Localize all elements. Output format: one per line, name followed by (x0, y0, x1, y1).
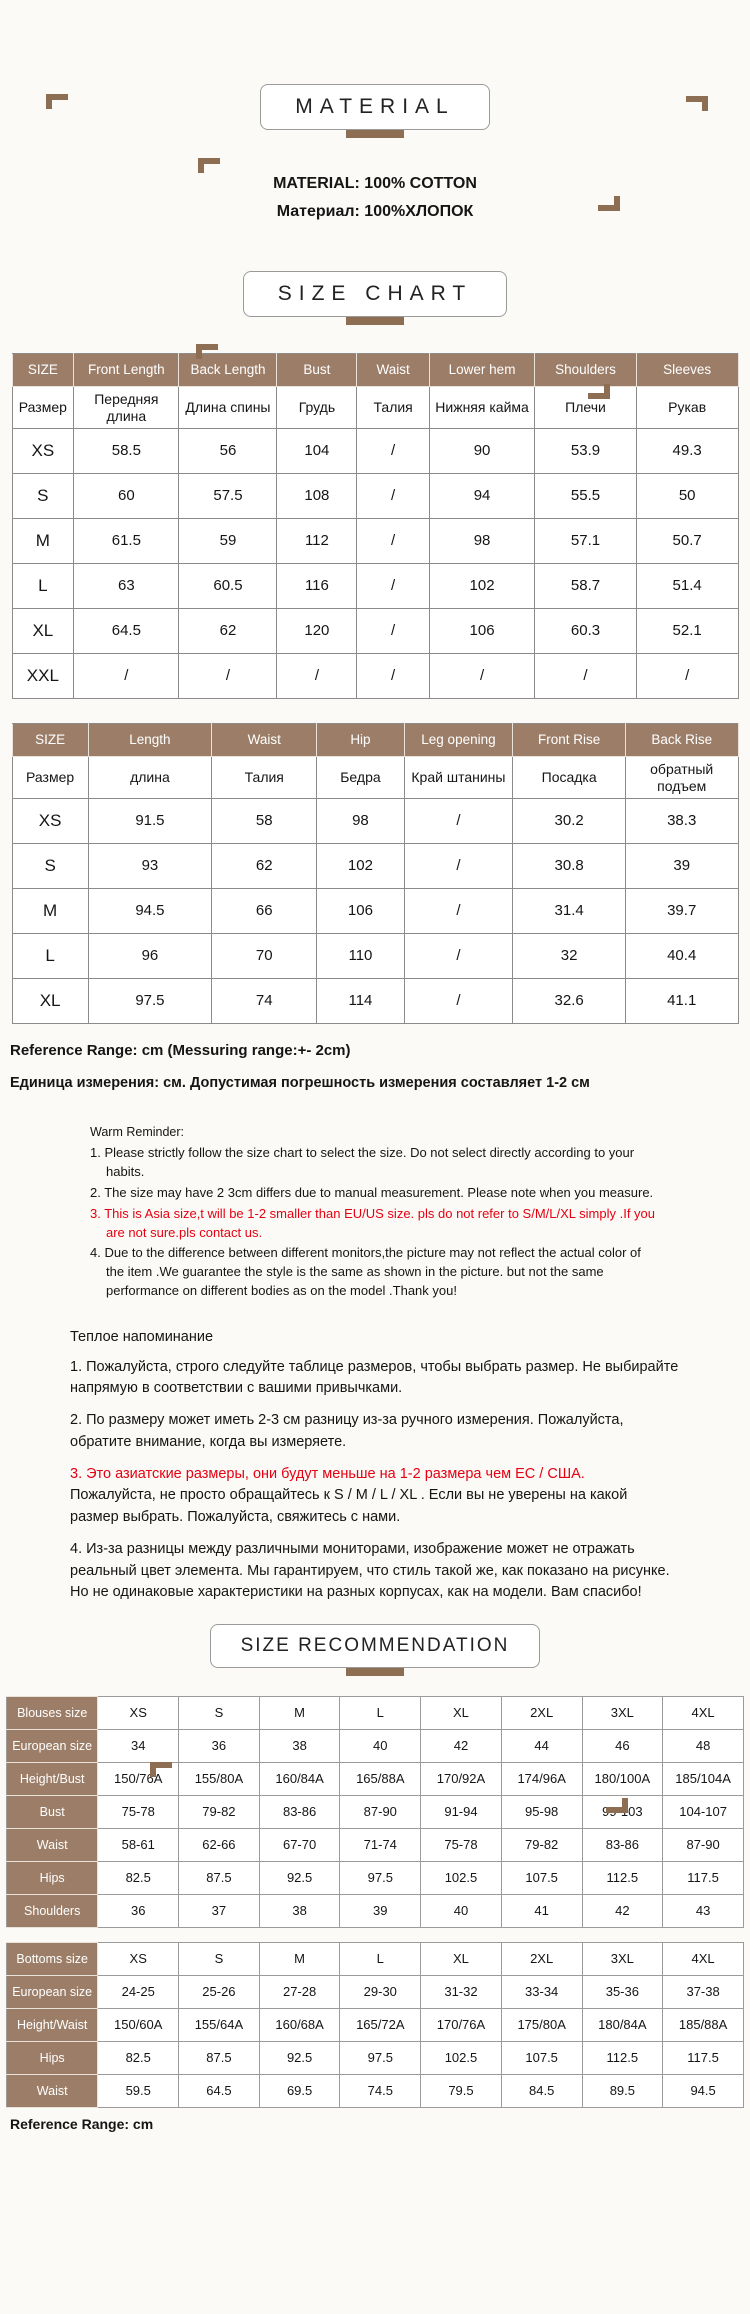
table-cell: 39.7 (625, 889, 738, 934)
table-cell: 57.1 (535, 519, 637, 564)
table-cell: 102 (317, 844, 404, 889)
table-cell: 97.5 (340, 1862, 421, 1895)
table-cell: / (404, 844, 513, 889)
table-row (12, 844, 738, 889)
column-header-ru: Талия (212, 757, 317, 799)
table-cell: / (404, 979, 513, 1024)
table-cell: / (357, 429, 430, 474)
table-row (12, 429, 738, 474)
corner-mark (588, 384, 610, 399)
warm-reminder-ru-items (70, 1357, 680, 1605)
table-cell: 102 (429, 564, 534, 609)
table-cell: 120 (277, 609, 357, 654)
column-header-ru: обратный подъем (625, 757, 738, 799)
size-chart-title: SIZE CHART (277, 282, 473, 305)
material-text-en: MATERIAL: 100% COTTON (273, 175, 477, 192)
table-row (12, 609, 738, 654)
table-cell: 31.4 (513, 889, 626, 934)
table-cell: 4XL (663, 1943, 744, 1976)
table-row (12, 979, 738, 1024)
table-row (7, 1796, 744, 1829)
table-cell: 116 (277, 564, 357, 609)
table-cell: 108 (277, 474, 357, 519)
table-cell: M (259, 1943, 340, 1976)
table-cell: 4XL (663, 1697, 744, 1730)
table-cell: 98 (317, 799, 404, 844)
size-label-cell: M (12, 889, 88, 934)
table-cell: 185/104A (663, 1763, 744, 1796)
table-cell: 64.5 (74, 609, 179, 654)
table-cell: 31-32 (421, 1976, 502, 2009)
size-recommendation-title: SIZE RECOMMENDATION (240, 1635, 510, 1657)
warm-reminder-en-items (90, 1144, 660, 1301)
table-cell: XS (98, 1697, 179, 1730)
reminder-item: Пожалуйста, не просто обращайтесь к S / M / L / XL . Если вы не уверены на какой размер выбрать. Пожалуйста, свяжитесь с нами. (70, 1487, 628, 1526)
table-cell: 64.5 (179, 2075, 260, 2108)
table-cell: 71-74 (340, 1829, 421, 1862)
reference-range-ru: Единица измерения: см. Допустимая погрешность измерения составляет 1-2 см (10, 1075, 590, 1091)
bottoms-recommendation-table (6, 1942, 744, 2108)
top-size-chart-table (12, 353, 739, 699)
size-label-cell: XS (12, 799, 88, 844)
table-cell: 66 (212, 889, 317, 934)
table-cell: 44 (501, 1730, 582, 1763)
table-cell: / (357, 564, 430, 609)
table-cell: 92.5 (259, 1862, 340, 1895)
table-cell: 62 (179, 609, 277, 654)
table-cell: 74.5 (340, 2075, 421, 2108)
column-header-en: Leg opening (404, 724, 513, 757)
table-cell: 48 (663, 1730, 744, 1763)
table-cell: 104 (277, 429, 357, 474)
table-cell: 90 (429, 429, 534, 474)
table-row (7, 1697, 744, 1730)
corner-mark (598, 196, 620, 211)
column-header-en: Hip (317, 724, 404, 757)
corner-mark (46, 94, 68, 109)
table-cell: XL (421, 1697, 502, 1730)
table-cell: XS (98, 1943, 179, 1976)
table-cell: 102.5 (421, 2042, 502, 2075)
table-cell: / (357, 474, 430, 519)
table-cell: 35-36 (582, 1976, 663, 2009)
table-cell: 106 (317, 889, 404, 934)
column-header-ru: Длина спины (179, 387, 277, 429)
table-cell: 106 (429, 609, 534, 654)
column-header-en: SIZE (12, 724, 88, 757)
row-label: Bust (7, 1796, 98, 1829)
table-cell: 94.5 (88, 889, 211, 934)
size-label-cell: XL (12, 979, 88, 1024)
table-cell: 3XL (582, 1697, 663, 1730)
row-label: Shoulders (7, 1895, 98, 1928)
table-row (12, 474, 738, 519)
table-cell: / (404, 799, 513, 844)
table-cell: 114 (317, 979, 404, 1024)
table-cell: 84.5 (501, 2075, 582, 2108)
table-row (7, 1763, 744, 1796)
table-cell: 99-103 (582, 1796, 663, 1829)
column-header-ru: Посадка (513, 757, 626, 799)
table-cell: 58-61 (98, 1829, 179, 1862)
column-header-en: Front Rise (513, 724, 626, 757)
size-label-cell: S (12, 474, 74, 519)
size-label-cell: L (12, 934, 88, 979)
table-cell: 89.5 (582, 2075, 663, 2108)
table-cell: 24-25 (98, 1976, 179, 2009)
table-cell: 32.6 (513, 979, 626, 1024)
badge-underline (346, 316, 404, 325)
reminder-item: 4. Due to the difference between different monitors,the picture may not reflect the actual color of the item .We guarantee the style is the same as shown in the picture. but not the same performance on different bodies as on the model .Thank you! (90, 1245, 641, 1299)
table-cell: / (74, 654, 179, 699)
table-cell: 38 (259, 1895, 340, 1928)
table-cell: 69.5 (259, 2075, 340, 2108)
table-cell: 155/80A (179, 1763, 260, 1796)
table-cell: 38 (259, 1730, 340, 1763)
table-cell: 104-107 (663, 1796, 744, 1829)
table-cell: 91-94 (421, 1796, 502, 1829)
corner-mark (198, 158, 220, 173)
table-cell: M (259, 1697, 340, 1730)
table-row (12, 519, 738, 564)
table-cell: 94 (429, 474, 534, 519)
material-title: MATERIAL (295, 95, 455, 118)
table-cell: 63 (74, 564, 179, 609)
row-label: European size (7, 1730, 98, 1763)
table-cell: 3XL (582, 1943, 663, 1976)
size-chart-title-box (243, 271, 507, 317)
column-header-ru: Рукав (636, 387, 738, 429)
table-cell: 49.3 (636, 429, 738, 474)
warm-reminder-ru (70, 1327, 680, 1604)
table-cell: 112.5 (582, 2042, 663, 2075)
column-header-en: Waist (212, 724, 317, 757)
table-cell: 75-78 (98, 1796, 179, 1829)
reminder-item: 1. Please strictly follow the size chart to select the size. Do not select directly according to your habits. (90, 1145, 635, 1179)
size-label-cell: S (12, 844, 88, 889)
table-cell: 37 (179, 1895, 260, 1928)
size-label-cell: XL (12, 609, 74, 654)
row-label: Hips (7, 2042, 98, 2075)
bottom-size-chart-table (12, 723, 739, 1024)
table-cell: 67-70 (259, 1829, 340, 1862)
table-cell: 62 (212, 844, 317, 889)
column-header-en: Back Rise (625, 724, 738, 757)
column-header-ru: Край штанины (404, 757, 513, 799)
table-cell: 36 (98, 1895, 179, 1928)
table-cell: 160/84A (259, 1763, 340, 1796)
table-cell: / (277, 654, 357, 699)
badge-underline (346, 129, 404, 138)
column-header-en: Bust (277, 354, 357, 387)
table-cell: 170/76A (421, 2009, 502, 2042)
table-cell: 25-26 (179, 1976, 260, 2009)
column-header-ru: Талия (357, 387, 430, 429)
table-cell: 107.5 (501, 1862, 582, 1895)
column-header-ru: Нижняя кайма (429, 387, 534, 429)
table-row (12, 889, 738, 934)
row-label: Waist (7, 2075, 98, 2108)
table-cell: 107.5 (501, 2042, 582, 2075)
table-cell: 91.5 (88, 799, 211, 844)
table-row (7, 1862, 744, 1895)
table-cell: / (404, 889, 513, 934)
table-cell: 32 (513, 934, 626, 979)
table-cell: 60.3 (535, 609, 637, 654)
table-cell: 56 (179, 429, 277, 474)
table-cell: 40.4 (625, 934, 738, 979)
table-cell: 83-86 (259, 1796, 340, 1829)
table-row (7, 1829, 744, 1862)
table-cell: 27-28 (259, 1976, 340, 2009)
product-size-info-page (0, 84, 750, 2314)
table-row (7, 1943, 744, 1976)
table-cell: 29-30 (340, 1976, 421, 2009)
table-cell: 155/64A (179, 2009, 260, 2042)
table-cell: / (404, 934, 513, 979)
table-cell: 2XL (501, 1697, 582, 1730)
table-cell: 52.1 (636, 609, 738, 654)
table-cell: 58.7 (535, 564, 637, 609)
table-cell: 38.3 (625, 799, 738, 844)
reminder-item: 3. Это азиатские размеры, они будут меньше на 1-2 размера чем ЕС / США. (70, 1465, 585, 1482)
table-cell: 165/88A (340, 1763, 421, 1796)
table-cell: 59.5 (98, 2075, 179, 2108)
table-cell: 92.5 (259, 2042, 340, 2075)
table-row (7, 1895, 744, 1928)
table-row (12, 564, 738, 609)
row-label: Height/Waist (7, 2009, 98, 2042)
table-cell: 55.5 (535, 474, 637, 519)
column-header-ru: Плечи (535, 387, 637, 429)
table-cell: 40 (340, 1730, 421, 1763)
table-cell: 39 (625, 844, 738, 889)
table-cell: / (429, 654, 534, 699)
badge-underline (346, 1667, 404, 1676)
table-cell: 37-38 (663, 1976, 744, 2009)
table-cell: 160/68A (259, 2009, 340, 2042)
column-header-en: Waist (357, 354, 430, 387)
reminder-item: 1. Пожалуйста, строго следуйте таблице размеров, чтобы выбрать размер. Не выбирайте напрямую в соответствии с вашими привычками. (70, 1358, 679, 1397)
table-cell: 58 (212, 799, 317, 844)
column-header-en: Sleeves (636, 354, 738, 387)
table-cell: / (636, 654, 738, 699)
table-cell: 34 (98, 1730, 179, 1763)
table-cell: 58.5 (74, 429, 179, 474)
table-cell: 46 (582, 1730, 663, 1763)
column-header-ru: Размер (12, 757, 88, 799)
table-cell: 98 (429, 519, 534, 564)
reference-range-en: Reference Range: cm (Messuring range:+- 2cm) (10, 1042, 351, 1059)
row-label: European size (7, 1976, 98, 2009)
column-header-en: SIZE (12, 354, 74, 387)
table-cell: / (357, 519, 430, 564)
size-label-cell: XS (12, 429, 74, 474)
table-cell: 87.5 (179, 1862, 260, 1895)
table-cell: 117.5 (663, 1862, 744, 1895)
table-cell: 42 (582, 1895, 663, 1928)
table-row (12, 799, 738, 844)
table-cell: 75-78 (421, 1829, 502, 1862)
table-cell: 79-82 (179, 1796, 260, 1829)
table-cell: 112 (277, 519, 357, 564)
table-cell: 79-82 (501, 1829, 582, 1862)
table-cell: 93 (88, 844, 211, 889)
table-row (7, 2075, 744, 2108)
table-cell: 42 (421, 1730, 502, 1763)
table-cell: 180/84A (582, 2009, 663, 2042)
table-cell: 87-90 (663, 1829, 744, 1862)
table-cell: 102.5 (421, 1862, 502, 1895)
table-cell: 51.4 (636, 564, 738, 609)
table-cell: 180/100A (582, 1763, 663, 1796)
table-cell: S (179, 1943, 260, 1976)
table-cell: 2XL (501, 1943, 582, 1976)
table-cell: 30.2 (513, 799, 626, 844)
corner-mark (196, 344, 218, 359)
column-header-ru: длина (88, 757, 211, 799)
table-cell: 170/92A (421, 1763, 502, 1796)
table-cell: / (357, 654, 430, 699)
size-label-cell: L (12, 564, 74, 609)
material-text-ru: Материал: 100%ХЛОПОК (276, 203, 474, 220)
table-cell: 96 (88, 934, 211, 979)
table-cell: 82.5 (98, 2042, 179, 2075)
corner-mark (606, 1798, 628, 1813)
warm-reminder-en-title: Warm Reminder: (90, 1125, 184, 1139)
table-cell: 94.5 (663, 2075, 744, 2108)
row-label: Hips (7, 1862, 98, 1895)
table-cell: 61.5 (74, 519, 179, 564)
table-cell: 175/80A (501, 2009, 582, 2042)
corner-mark (686, 96, 708, 111)
row-label: Bottoms size (7, 1943, 98, 1976)
table-cell: 83-86 (582, 1829, 663, 1862)
blouses-recommendation-table (6, 1696, 744, 1928)
table-cell: 150/60A (98, 2009, 179, 2042)
material-title-box (260, 84, 489, 130)
table-cell: 57.5 (179, 474, 277, 519)
row-label: Waist (7, 1829, 98, 1862)
row-label: Height/Bust (7, 1763, 98, 1796)
column-header-en: Lower hem (429, 354, 534, 387)
table-cell: 117.5 (663, 2042, 744, 2075)
table-cell: 60 (74, 474, 179, 519)
row-label: Blouses size (7, 1697, 98, 1730)
table-cell: 50.7 (636, 519, 738, 564)
size-chart-section-header (243, 271, 507, 317)
table-cell: 59 (179, 519, 277, 564)
size-label-cell: M (12, 519, 74, 564)
table-cell: / (179, 654, 277, 699)
table-cell: 60.5 (179, 564, 277, 609)
table-row (12, 654, 738, 699)
column-header-ru: Передняя длина (74, 387, 179, 429)
table-cell: / (535, 654, 637, 699)
table-cell: 165/72A (340, 2009, 421, 2042)
table-cell: 185/88A (663, 2009, 744, 2042)
table-cell: / (357, 609, 430, 654)
size-recommendation-section-header (210, 1624, 541, 1668)
table-cell: 39 (340, 1895, 421, 1928)
table-row (7, 1976, 744, 2009)
table-row (7, 2042, 744, 2075)
column-header-en: Back Length (179, 354, 277, 387)
table-cell: 95-98 (501, 1796, 582, 1829)
table-cell: 87.5 (179, 2042, 260, 2075)
table-row (7, 1730, 744, 1763)
column-header-en: Front Length (74, 354, 179, 387)
reminder-item: 2. The size may have 2 3cm differs due to manual measurement. Please note when you measure. (90, 1184, 654, 1200)
table-cell: 41.1 (625, 979, 738, 1024)
table-cell: 41 (501, 1895, 582, 1928)
table-cell: L (340, 1943, 421, 1976)
table-cell: 70 (212, 934, 317, 979)
warm-reminder-ru-title: Теплое напоминание (70, 1328, 214, 1345)
reminder-item: 3. This is Asia size,t will be 1-2 smaller than EU/US size. pls do not refer to S/M/L/XL simply .If you are not sure.pls contact us. (90, 1205, 655, 1240)
column-header-ru: Бедра (317, 757, 404, 799)
table-cell: 150/76A (98, 1763, 179, 1796)
table-cell: 87-90 (340, 1796, 421, 1829)
reminder-item: 4. Из-за разницы между различными мониторами, изображение может не отражать реальный цвет элемента. Мы гарантируем, что стиль такой же, как показано на рисунке. Но не одинаковые характеристики на разных корпусах, как на модели. Вам спасибо! (70, 1540, 670, 1601)
table-cell: 40 (421, 1895, 502, 1928)
column-header-ru: Грудь (277, 387, 357, 429)
column-header-en: Length (88, 724, 211, 757)
column-header-en: Shoulders (535, 354, 637, 387)
table-cell: 74 (212, 979, 317, 1024)
table-cell: 43 (663, 1895, 744, 1928)
table-cell: XL (421, 1943, 502, 1976)
warm-reminder-en (90, 1123, 660, 1301)
table-cell: 30.8 (513, 844, 626, 889)
material-section-header (260, 84, 489, 130)
table-cell: L (340, 1697, 421, 1730)
table-cell: 97.5 (88, 979, 211, 1024)
table-cell: 97.5 (340, 2042, 421, 2075)
reminder-item: 2. По размеру может иметь 2-3 см разницу из-за ручного измерения. Пожалуйста, обратите внимание, когда вы измеряете. (70, 1412, 624, 1450)
table-row (7, 2009, 744, 2042)
size-label-cell: XXL (12, 654, 74, 699)
table-cell: 79.5 (421, 2075, 502, 2108)
table-cell: 62-66 (179, 1829, 260, 1862)
table-cell: 112.5 (582, 1862, 663, 1895)
table-cell: 174/96A (501, 1763, 582, 1796)
table-cell: 110 (317, 934, 404, 979)
corner-mark (150, 1762, 172, 1777)
table-cell: 82.5 (98, 1862, 179, 1895)
table-cell: 50 (636, 474, 738, 519)
table-cell: S (179, 1697, 260, 1730)
size-recommendation-title-box (210, 1624, 541, 1668)
table-row (12, 934, 738, 979)
table-cell: 36 (179, 1730, 260, 1763)
column-header-ru: Размер (12, 387, 74, 429)
table-cell: 53.9 (535, 429, 637, 474)
table-cell: 33-34 (501, 1976, 582, 2009)
reference-range-bottom: Reference Range: cm (10, 2116, 154, 2133)
